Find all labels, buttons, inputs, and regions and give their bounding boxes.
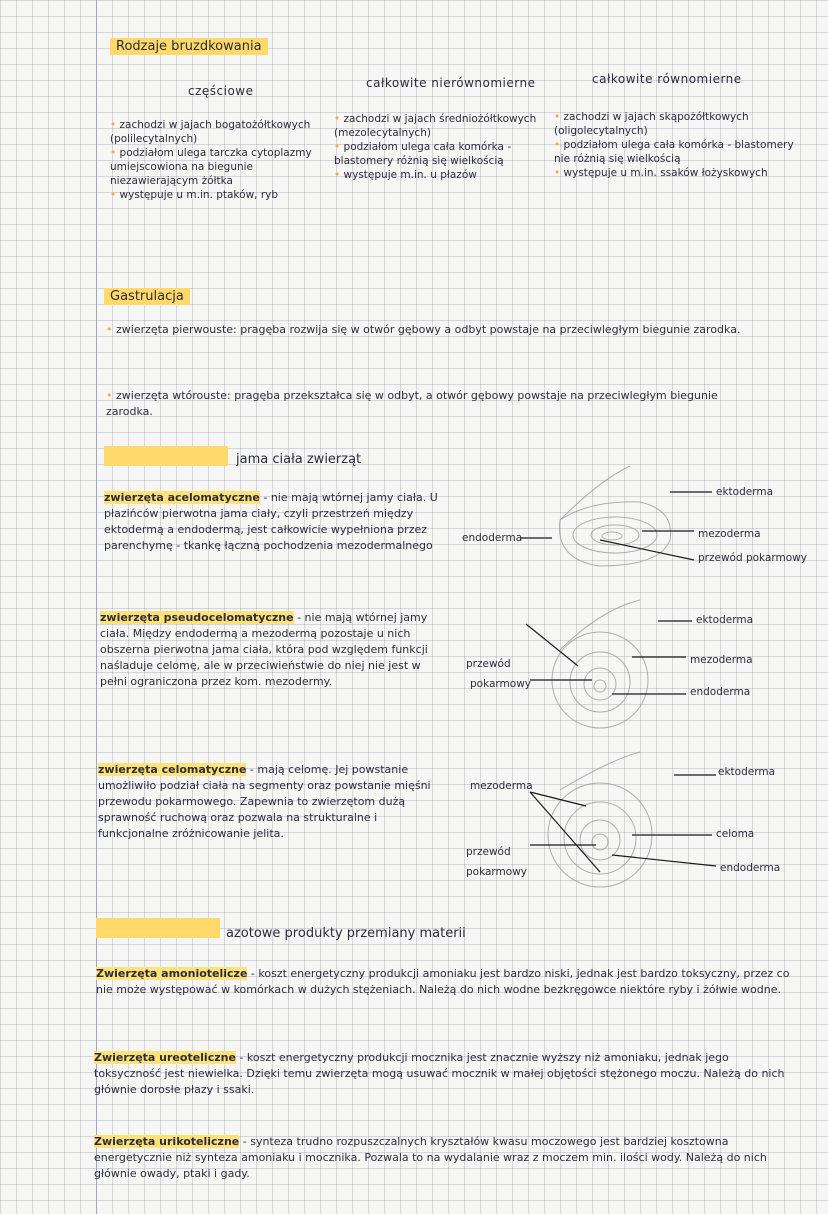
label-ektoderma: ektoderma xyxy=(716,486,774,498)
label-celoma: celoma xyxy=(716,828,755,840)
label-mezoderma: mezoderma xyxy=(470,780,533,792)
list-item: • zachodzi w jajach średniożółtkowych (mezolecytalnych) xyxy=(334,113,537,139)
list-item: • podziałom ulega cała komórka - blastomery różnią się wielkością xyxy=(334,141,512,167)
gastrulation-point-deuterostomes: • zwierzęta wtórouste: pragęba przekształca się w odbyt, a otwór gębowy powstaje na przeciwległym biegunie zarodka. xyxy=(106,389,718,418)
body-cavity-coelomate-text: zwierzęta celomatyczne - mają celomę. Jej powstanie umożliwiło podział ciała na segmenty oraz powstanie mięśni przewodu pokarmowego. Zapewnia to zwierzętom dużą sprawność ruchową oraz pozwala na strukturalne i funkcjonalne zróżnicowanie jelita. xyxy=(98,763,431,840)
label-ektoderma: ektoderma xyxy=(696,614,754,626)
label-przewod-pokarmowy: przewód pokarmowy xyxy=(698,552,807,564)
nitrogen-entry-ureotelic: Zwierzęta ureoteliczne - koszt energetyczny produkcji mocznika jest znacznie wyższy niż amoniaku, jednak jego toksyczność jest niewielka. Dzięki temu zwierzęta mogą usuwać mocznik w małej objętości stężonego moczu. Należą do nich głównie dorosłe płazy i ssaki. xyxy=(94,1051,785,1096)
column-heading-partial: częściowe xyxy=(188,84,254,98)
section-title-nitrogen: azotowe produkty przemiany materii xyxy=(226,926,466,941)
nitrogen-entry-uricotelic: Zwierzęta urikoteliczne - synteza trudno rozpuszczalnych kryształów kwasu moczowego jest bardziej kosztowna energetycznie niż synteza amoniaku i mocznika. Pozwala to na wydalanie wraz z moczem min. ilości wody. Należą do nich głównie owady, ptaki i gady. xyxy=(94,1135,767,1180)
list-item: • występuje m.in. u płazów xyxy=(334,169,477,181)
label-mezoderma: mezoderma xyxy=(690,654,753,666)
body-cavity-acoelomate-text: zwierzęta acelomatyczne - nie mają wtórnej jamy ciała. U płazińców pierwotna jama ciały, czyli przestrzeń między ektodermą a endodermą, jest całkowicie wypełniona przez parenchymę - tkankę łączną pochodzenia mezodermalnego xyxy=(104,491,438,552)
list-item: • podziałom ulega tarczka cytoplazmy umiejscowiona na biegunie niezawierającym żółtka xyxy=(110,147,312,187)
label-endoderma: endoderma xyxy=(462,532,523,544)
label-endoderma: endoderma xyxy=(690,686,751,698)
diagram-leader-lines xyxy=(520,492,716,872)
column-heading-total-equal: całkowite równomierne xyxy=(592,72,742,86)
gastrulation-point-protostomes: • zwierzęta pierwouste: pragęba rozwija się w otwór gębowy a odbyt powstaje na przeciwległym biegunie zarodka. xyxy=(106,323,741,336)
label-pokarmowy: pokarmowy xyxy=(466,866,528,878)
column-heading-total-unequal: całkowite nierównomierne xyxy=(366,76,536,90)
list-item: • zachodzi w jajach skąpożółtkowych (oligolecytalnych) xyxy=(554,111,749,137)
section-title-body-cavity: jama ciała zwierząt xyxy=(236,452,362,467)
label-ektoderma: ektoderma xyxy=(718,766,776,778)
list-item: • podziałom ulega cała komórka - blastomery nie różnią się wielkością xyxy=(554,139,794,165)
section-title-gastrulation: Gastrulacja xyxy=(104,288,190,305)
coelomate-sketch xyxy=(548,752,652,887)
label-pokarmowy: pokarmowy xyxy=(470,678,532,690)
list-item: • zachodzi w jajach bogatożółtkowych (polilecytalnych) xyxy=(110,119,311,145)
label-mezoderma: mezoderma xyxy=(698,528,761,540)
label-endoderma: endoderma xyxy=(720,862,781,874)
list-item: • występuje u m.in. ssaków łożyskowych xyxy=(554,167,768,179)
pseudocoelomate-sketch xyxy=(552,600,648,728)
highlight-bar xyxy=(96,918,220,938)
label-przewod: przewód xyxy=(466,846,511,858)
section-title-cleavage: Rodzaje bruzdkowania xyxy=(110,38,268,55)
label-przewod: przewód xyxy=(466,658,511,670)
list-item: • występuje u m.in. ptaków, ryb xyxy=(110,189,279,201)
nitrogen-entry-ammonotelic: Zwierzęta amoniotelicze - koszt energetyczny produkcji amoniaku jest bardzo niski, jednak jest bardzo toksyczny, przez co nie może występować w komórkach w dużych stężeniach. Należą do nich wodne bezkręgowce niektóre ryby i żółwie wodne. xyxy=(96,967,790,996)
body-cavity-pseudocoelomate-text: zwierzęta pseudocelomatyczne - nie mają wtórnej jamy ciała. Między endodermą a mezodermą pozostaje u nich obszerna pierwotna jama ciała, która pod względem funkcji naśladuje celomę, ale w przeciwieństwie do niej nie jest w pełni ograniczona przez kom. mezodermy. xyxy=(100,611,428,688)
